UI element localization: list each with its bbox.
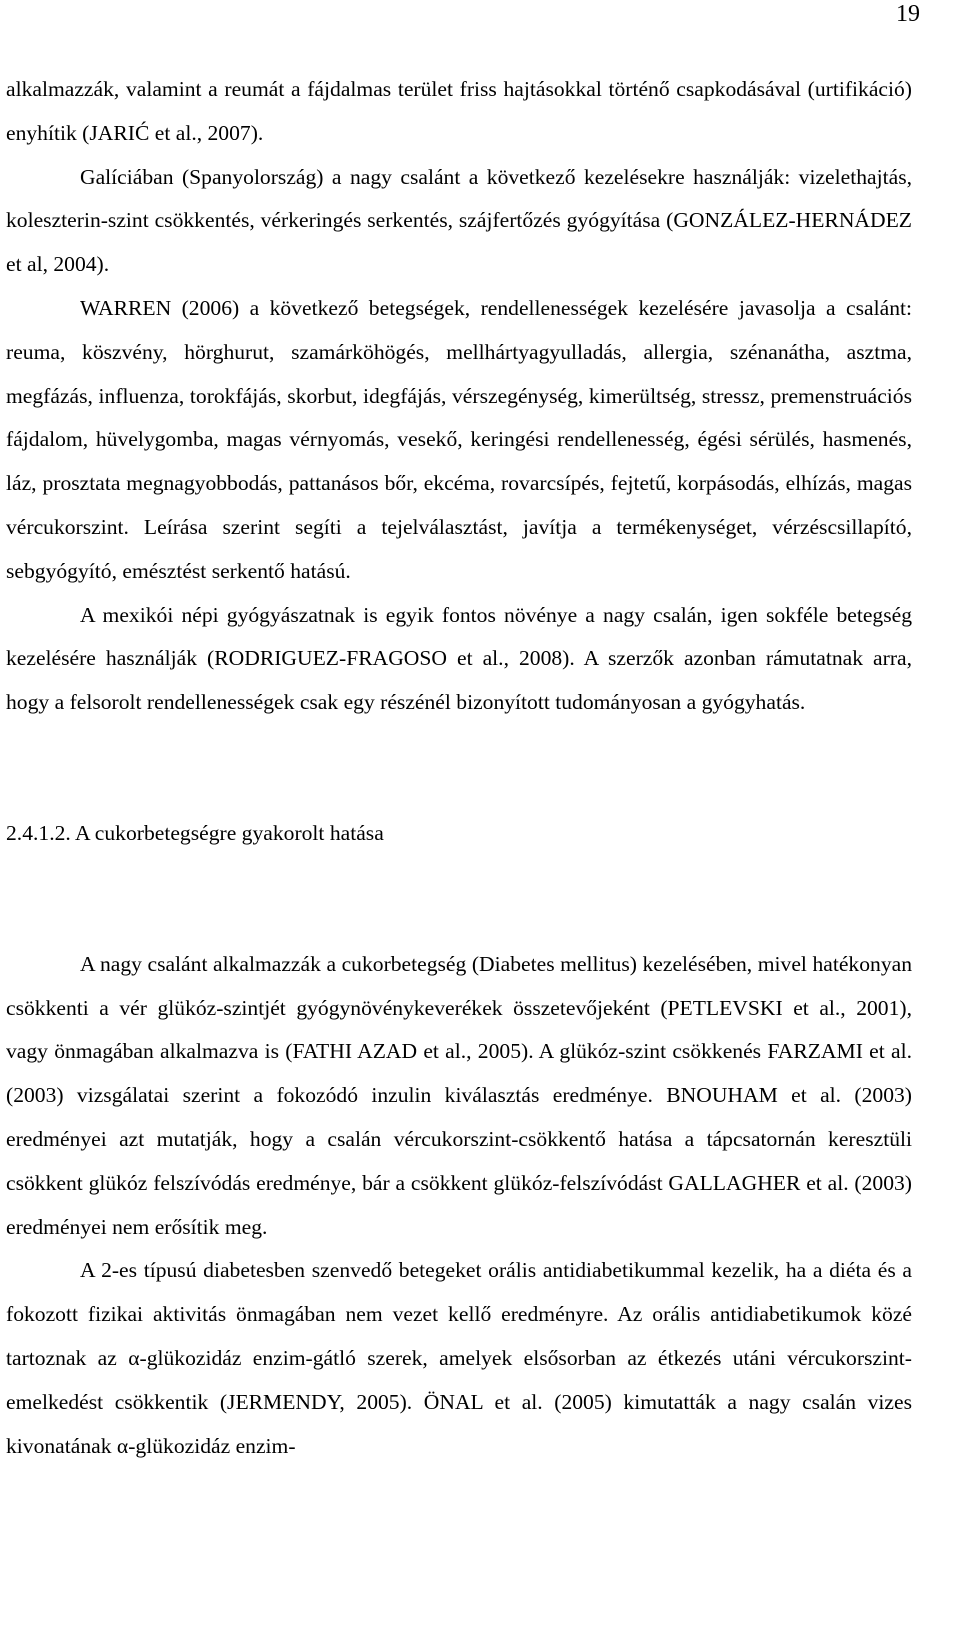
section-heading: 2.4.1.2. A cukorbetegségre gyakorolt hatása — [6, 820, 384, 845]
paragraph-type2-diabetes: A 2-es típusú diabetesben szenvedő betegeket orális antidiabetikummal kezelik, ha a diéta és a fokozott fizikai aktivitás önmagában nem vezet kellő eredményre. Az orális antidiabetikumok közé tartoznak az α-glükozidáz enzim-gátló szerek, amelyek elsősorban az étkezés utáni vércukorszint-emelkedést csökkentik (JERMENDY, 2005). ÖNAL et al. (2005) kimutatták a nagy csalán vizes kivonatának α-glükozidáz enzim- — [6, 1258, 912, 1458]
paragraph-mexico: A mexikói népi gyógyászatnak is egyik fontos növénye a nagy csalán, igen sokféle betegség kezelésére használják (RODRIGUEZ-FRAGOSO et al., 2008). A szerzők azonban rámutatnak arra, hogy a felsorolt rendellenességek csak egy részénél bizonyított tudományosan a gyógyhatás. — [6, 602, 912, 715]
paragraph-diabetes: A nagy csalánt alkalmazzák a cukorbetegség (Diabetes mellitus) kezelésében, mivel hatékonyan csökkenti a vér glükóz-szintjét gyógynövénykeverékek összetevőjeként (PETLEVSKI et al., 2001), vagy önmagában alkalmazva is (FATHI AZAD et al., 2005). A glükóz-szint csökkenés FARZAMI et al. (2003) vizsgálatai szerint a fokozódó inzulin kiválasztás eredménye. BNOUHAM et al. (2003) eredményei azt mutatják, hogy a csalán vércukorszint-csökkentő hatása a tápcsatornán keresztüli csökkent glükóz felszívódás eredménye, bár a csökkent glükóz-felszívódást GALLAGHER et al. (2003) eredményei nem erősítik meg. — [6, 951, 912, 1239]
paragraph-warren: WARREN (2006) a következő betegségek, rendellenességek kezelésére javasolja a csalánt: reuma, köszvény, hörghurut, szamárköhögés, mellhártyagyulladás, allergia, szénanátha, asztma, megfázás, influenza, torokfájás, skorbut, idegfájás, vérszegénység, kimerültség, stressz, premenstruációs fájdalom, hüvelygomba, magas vérnyomás, vesekő, keringési rendellenesség, égési sérülés, hasmenés, láz, prosztata megnagyobbodás, pattanásos bőr, ekcéma, rovarcsípés, fejtetű, korpásodás, elhízás, magas vércukorszint. Leírása szerint segíti a tejelválasztást, javítja a termékenységet, vérzéscsillapító, sebgyógyító, emésztést serkentő hatású. — [6, 295, 912, 583]
paragraph-galicia: Galíciában (Spanyolország) a nagy csalánt a következő kezelésekre használják: vizelethajtás, koleszterin-szint csökkentés, vérkeringés serkentés, szájfertőzés gyógyítása (GONZÁLEZ-HERNÁDEZ et al, 2004). — [6, 164, 912, 277]
page-number: 19 — [896, 1, 920, 27]
document-body — [6, 68, 912, 1468]
paragraph-continuation: alkalmazzák, valamint a reumát a fájdalmas terület friss hajtásokkal történő csapkodásával (urtifikáció) enyhítik (JARIĆ et al., 2007). — [6, 77, 912, 145]
